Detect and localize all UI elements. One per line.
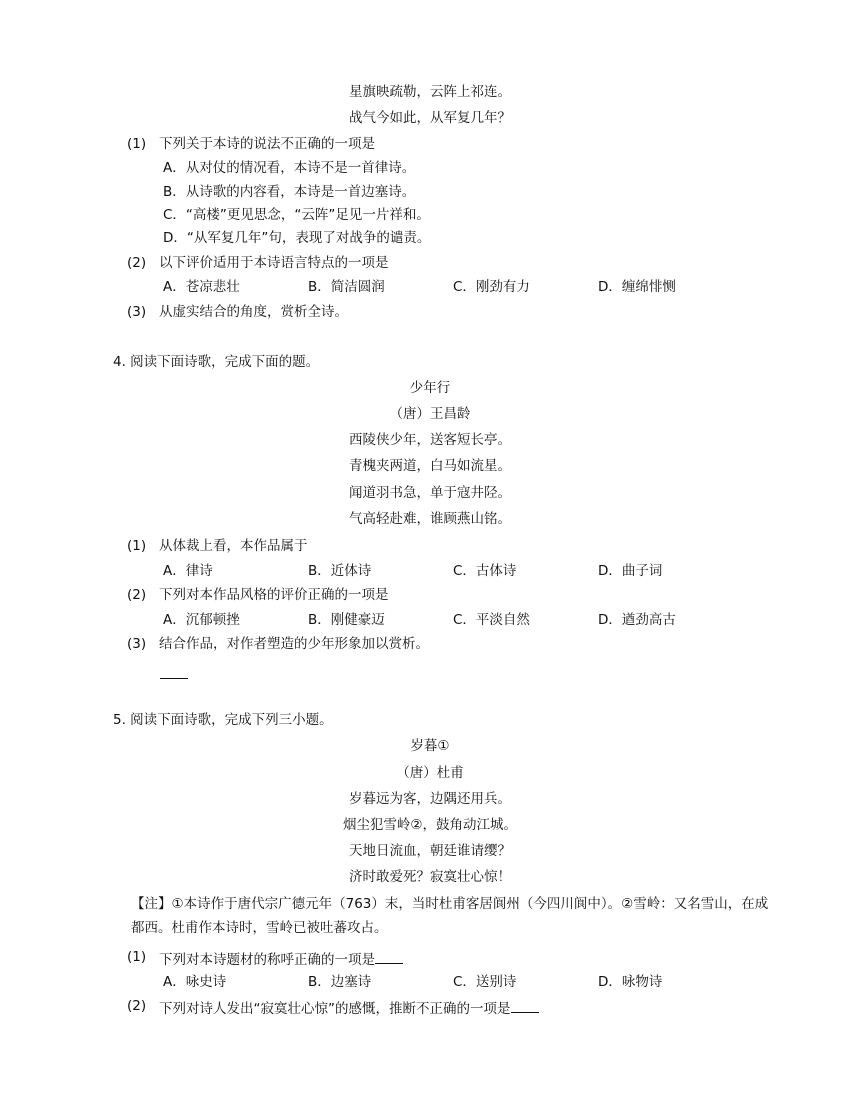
option-c: C．古体诗 <box>453 563 517 579</box>
poem-line: 济时敢爱死？寂寞壮心惊！ <box>349 869 511 885</box>
poem-author: （唐）杜甫 <box>396 765 464 781</box>
option-d: D．遒劲高古 <box>598 612 676 628</box>
option-d: D．曲子词 <box>598 563 663 579</box>
option-b: B．从诗歌的内容看，本诗是一首边塞诗。 <box>163 184 416 200</box>
option-b: B．刚健豪迈 <box>308 612 385 628</box>
sub-question-number: (2) <box>127 255 147 271</box>
question-heading: 5. 阅读下面诗歌，完成下列三小题。 <box>113 712 333 728</box>
poem-line: 气高轻赴难，谁顾燕山铭。 <box>349 511 511 527</box>
sub-question-text-label: 下列对本诗题材的称呼正确的一项是 <box>159 952 375 968</box>
sub-question-text-label: 下列对诗人发出“寂寞壮心惊”的感慨，推断不正确的一项是 <box>159 1001 511 1017</box>
annotation-note: 【注】①本诗作于唐代宗广德元年（763）末，当时杜甫客居阆州（今四川阆中）。②雪岭：又名雪山，在成都西。杜甫作本诗时，雪岭已被吐蕃攻占。 <box>131 896 769 936</box>
sub-question-number: (1) <box>127 136 147 152</box>
option-c: C．“高楼”更见思念，“云阵”足见一片祥和。 <box>163 207 430 223</box>
option-a: A．苍凉悲壮 <box>163 279 240 295</box>
option-d: D．缠绵悱恻 <box>598 279 676 295</box>
option-b: B．边塞诗 <box>308 974 372 990</box>
answer-blank <box>375 951 403 964</box>
sub-question-number: (3) <box>127 636 147 652</box>
option-a: A．咏史诗 <box>163 974 227 990</box>
poem-line: 青槐夹两道，白马如流星。 <box>349 458 511 474</box>
option-c: C．送别诗 <box>453 974 517 990</box>
option-b: B．简洁圆润 <box>308 279 385 295</box>
sub-question-text: 从虚实结合的角度，赏析全诗。 <box>159 304 348 320</box>
answer-blank <box>511 1000 539 1013</box>
sub-question-text: 结合作品，对作者塑造的少年形象加以赏析。 <box>159 636 429 652</box>
poem-line: 西陵侠少年，送客短长亭。 <box>349 432 511 448</box>
sub-question-number: (1) <box>127 949 147 965</box>
sub-question-text: 从体裁上看，本作品属于 <box>159 538 308 554</box>
sub-question-text <box>159 1000 539 1017</box>
sub-question-text: 下列关于本诗的说法不正确的一项是 <box>159 136 375 152</box>
sub-question-number: (3) <box>127 304 147 320</box>
poem-title: 岁暮① <box>410 738 450 754</box>
poem-line: 烟尘犯雪岭②，鼓角动江城。 <box>342 817 518 833</box>
option-a: A．律诗 <box>163 563 213 579</box>
poem-line: 战气今如此，从军复几年？ <box>349 110 511 126</box>
poem-line: 天地日流血，朝廷谁请缨？ <box>349 843 511 859</box>
option-d: D．“从军复几年”句，表现了对战争的谴责。 <box>163 230 431 246</box>
sub-question-text: 以下评价适用于本诗语言特点的一项是 <box>159 255 389 271</box>
sub-question-number: (2) <box>127 587 147 603</box>
sub-question-text: 下列对本作品风格的评价正确的一项是 <box>159 587 389 603</box>
option-c: C．刚劲有力 <box>453 279 530 295</box>
option-a: A．沉郁顿挫 <box>163 612 240 628</box>
question-heading: 4. 阅读下面诗歌，完成下面的题。 <box>113 354 320 370</box>
option-a: A．从对仗的情况看，本诗不是一首律诗。 <box>163 160 416 176</box>
answer-blank <box>160 678 188 679</box>
poem-line: 岁暮远为客，边隅还用兵。 <box>349 791 511 807</box>
poem-author: （唐）王昌龄 <box>389 406 471 422</box>
sub-question-number: (2) <box>127 998 147 1014</box>
poem-line: 闻道羽书急，单于寇井陉。 <box>349 485 511 501</box>
option-c: C．平淡自然 <box>453 612 530 628</box>
sub-question-number: (1) <box>127 538 147 554</box>
sub-question-text <box>159 951 403 968</box>
poem-title: 少年行 <box>409 380 451 396</box>
option-d: D．咏物诗 <box>598 974 663 990</box>
poem-line: 星旗映疏勒，云阵上祁连。 <box>349 84 511 100</box>
option-b: B．近体诗 <box>308 563 372 579</box>
